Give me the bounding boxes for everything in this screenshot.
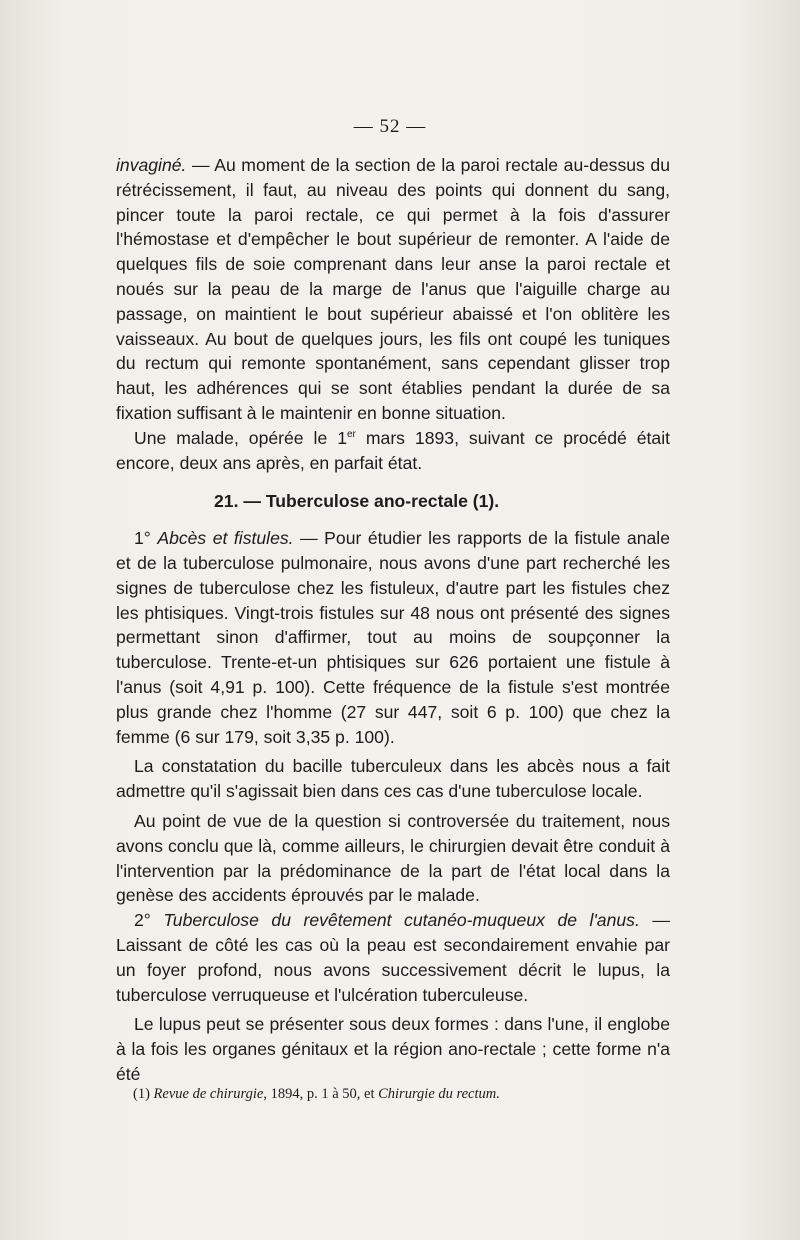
page-body [116, 153, 670, 1087]
italic-lead: Tuberculose du revêtement cutanéo-muqueux de l'anus. [163, 910, 640, 931]
paragraph-text: — Laissant de côté les cas où la peau est secondairement envahie par un foyer profond, nous avons successivement décrit le lupus, la tuberculose verruqueuse et l'ulcération tuberculeuse. [116, 910, 670, 1005]
paragraph-text: Au point de vue de la question si controversée du traitement, nous avons conclu que là, comme ailleurs, le chirurgien devait être conduit à l'intervention par la prédominance de la part de l'état local dans la genèse des accidents éprouvés par le malade. [116, 810, 670, 906]
footnote-marker: (1) [133, 1086, 154, 1102]
footnote-journal: Revue de chirurgie [153, 1086, 264, 1102]
italic-lead: Abcès et fistules. [157, 528, 294, 549]
superscript: er [347, 428, 356, 440]
footnote-journal: Chirurgie du rectum. [378, 1086, 500, 1102]
paragraph-bacille [116, 754, 670, 804]
paragraph-malade [116, 426, 670, 476]
paragraph-text: Une malade, opérée le 1 [134, 427, 347, 448]
paragraph-text: Le lupus peut se présenter sous deux formes : dans l'une, il englobe à la fois les organes génitaux et la région ano-rectale ; cette forme n'a été [116, 1014, 670, 1084]
paragraph-abces-fistules [116, 526, 670, 749]
paragraph-lupus [116, 1012, 670, 1086]
italic-lead: invaginé. [116, 155, 187, 175]
paragraph-invagine [116, 153, 670, 426]
page-number: — 52 — [353, 116, 427, 137]
paragraph-traitement [116, 809, 670, 908]
section-heading [116, 489, 670, 514]
section-number: 21. [214, 491, 239, 512]
paragraph-revetement [116, 908, 670, 1007]
paragraph-text: — Au moment de la section de la paroi rectale au-dessus du rétrécissement, il faut, au niveau des points qui donnent du sang, pincer toute la paroi rectale, ce qui permet à la fois d'assurer l'hémostase et d'empêcher le bout supérieur de remonter. A l'aide de quelques fils de soie comprenant dans leur anse la paroi rectale et noués sur la peau de la marge de l'anus que l'aiguille charge au passage, on maintient le bout supérieur abaissé et l'on oblitère les vaisseaux. Au bout de quelques jours, les fils ont coupé les tuniques du rectum qui remonte spontanément, sans cependant glisser trop haut, les adhérences qui se sont établies pendant la durée de sa fixation suffisant à le maintenir en bonne situation. [116, 155, 670, 423]
list-number: 2° [134, 910, 164, 931]
section-title: — Tuberculose ano-rectale (1). [238, 491, 500, 512]
footnote-text: , 1894, p. 1 à 50, et [263, 1086, 379, 1102]
list-number: 1° [134, 528, 158, 549]
paragraph-text: mars 1893, suivant ce procédé était encore, deux ans après, en parfait état. [116, 427, 670, 473]
footnote [133, 1085, 693, 1103]
paragraph-text: — Pour étudier les rapports de la fistule anale et de la tuberculose pulmonaire, nous avons d'une part recherché les signes de tuberculose chez les fistuleux, d'autre part les fistules chez les phtisiques. Vingt-trois fistules sur 48 nous ont présenté des signes permettant sinon d'affirmer, tout au moins de soupçonner la tuberculose. Trente-et-un phtisiques sur 626 portaient une fistule à l'anus (soit 4,91 p. 100). Cette fréquence de la fistule s'est montrée plus grande chez l'homme (27 sur 447, soit 6 p. 100) que chez la femme (6 sur 179, soit 3,35 p. 100). [116, 528, 670, 747]
paragraph-text: La constatation du bacille tuberculeux dans les abcès nous a fait admettre qu'il s'agissait bien dans ces cas d'une tuberculose locale. [116, 756, 670, 802]
